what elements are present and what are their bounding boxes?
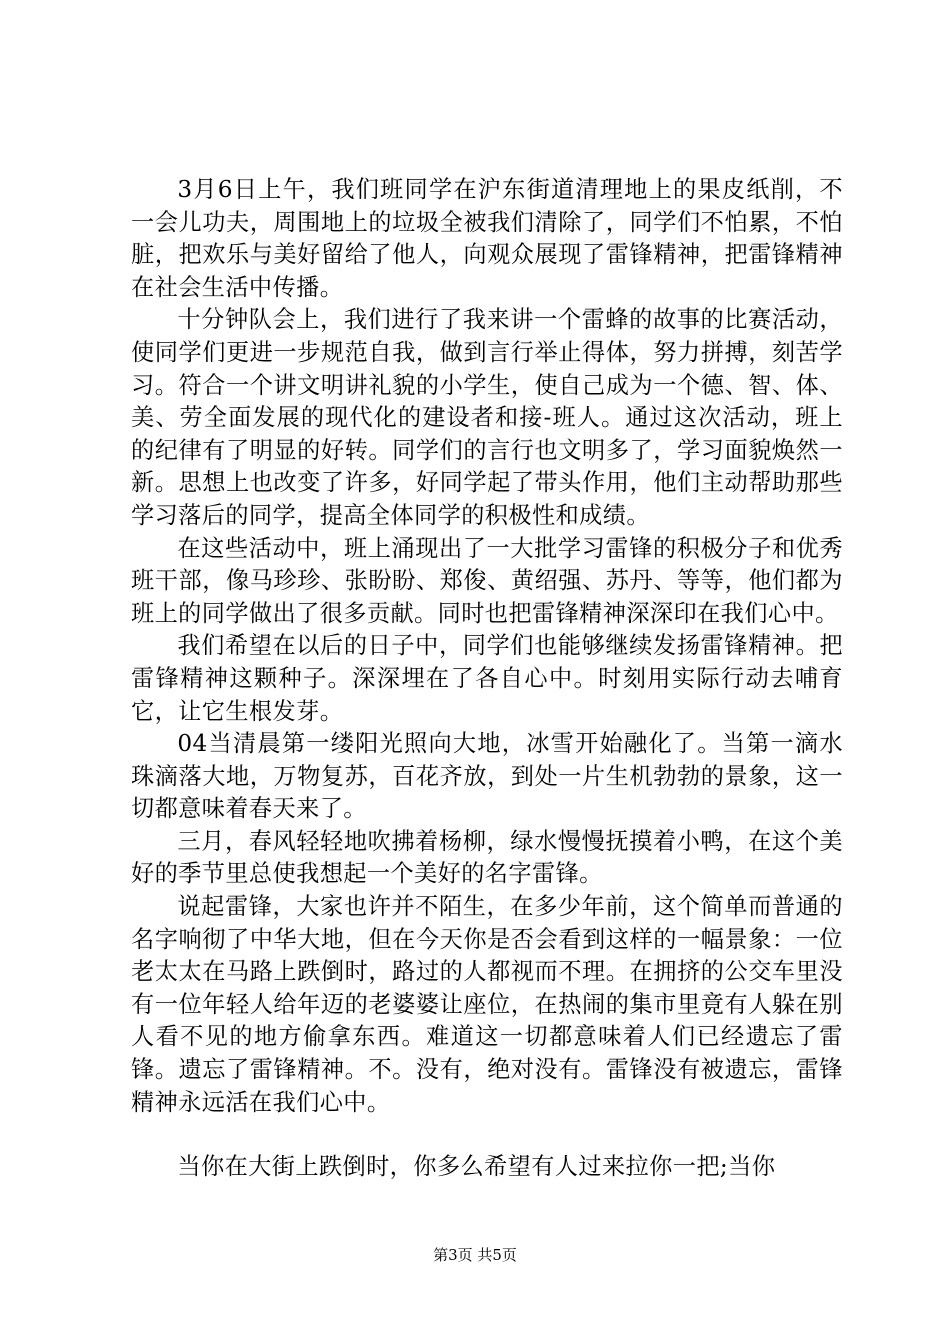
paragraph-2: 十分钟队会上，我们进行了我来讲一个雷蜂的故事的比赛活动，使同学们更进一步规范自我，做到言行举止得体，努力拼搏，刻苦学习。符合一个讲文明讲礼貌的小学生，使自己成为一个德、智、体、美、劳全面发展的现代化的建设者和接-班人。通过这次活动，班上的纪律有了明显的好转。同学们的言行也文明多了，学习面貌焕然一新。思想上也改变了许多，好同学起了带头作用，他们主动帮助那些学习落后的同学，提高全体同学的积极性和成绩。	[131, 306, 843, 529]
paragraph-8: 当你在大街上跌倒时，你多么希望有人过来拉你一把;当你	[177, 1153, 776, 1181]
document-body	[131, 174, 843, 1184]
paragraph-6: 三月，春风轻轻地吹拂着杨柳，绿水慢慢抚摸着小鸭，在这个美好的季节里总使我想起一个美好的名字雷锋。	[131, 827, 843, 888]
page-footer: 第3页 共5页	[433, 1246, 517, 1264]
paragraph-4: 我们希望在以后的日子中，同学们也能够继续发扬雷锋精神。把雷锋精神这颗种子。深深埋在了各自心中。时刻用实际行动去哺育它，让它生根发芽。	[131, 632, 843, 725]
paragraph-1: 3月6日上午，我们班同学在沪东街道清理地上的果皮纸削，不一会儿功夫，周围地上的垃圾全被我们清除了，同学们不怕累，不怕脏，把欢乐与美好留给了他人，向观众展现了雷锋精神，把雷锋精神在社会生活中传播。	[131, 176, 843, 301]
paragraph-3: 在这些活动中，班上涌现出了一大批学习雷锋的积极分子和优秀班干部，像马珍珍、张盼盼、郑俊、黄绍强、苏丹、等等，他们都为班上的同学做出了很多贡献。同时也把雷锋精神深深印在我们心中。	[131, 534, 843, 627]
paragraph-7: 说起雷锋，大家也许并不陌生，在多少年前，这个简单而普通的名字响彻了中华大地，但在今天你是否会看到这样的一幅景象：一位老太太在马路上跌倒时，路过的人都视而不理。在拥挤的公交车里没有一位年轻人给年迈的老婆婆让座位，在热闹的集市里竟有人躲在别人看不见的地方偷拿东西。难道这一切都意味着人们已经遗忘了雷锋。遗忘了雷锋精神。不。没有，绝对没有。雷锋没有被遗忘，雷锋精神永远活在我们心中。	[131, 893, 843, 1116]
paragraph-5: 04当清晨第一缕阳光照向大地，冰雪开始融化了。当第一滴水珠滴落大地，万物复苏，百花齐放，到处一片生机勃勃的景象，这一切都意味着春天来了。	[131, 730, 843, 823]
